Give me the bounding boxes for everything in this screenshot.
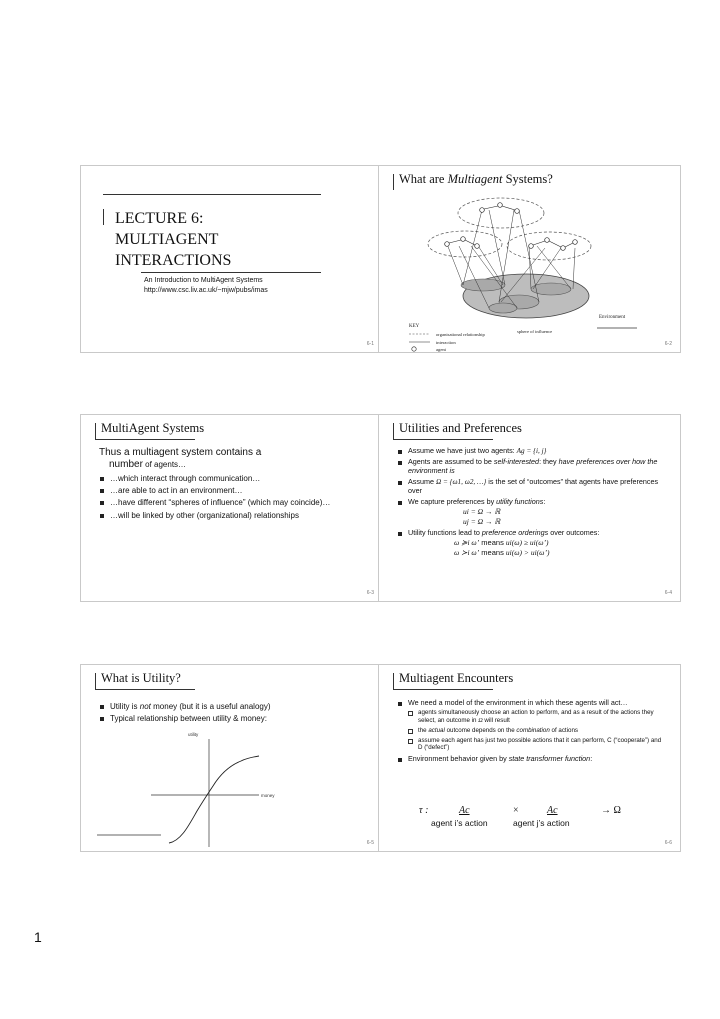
text: : they bbox=[539, 457, 559, 467]
agent-node bbox=[561, 246, 566, 251]
sub-bullet-list bbox=[408, 709, 662, 752]
list-item bbox=[397, 498, 669, 526]
list-item bbox=[397, 478, 669, 495]
list-item: Typical relationship between utility & money: bbox=[99, 714, 371, 723]
key-interaction-label: interaction bbox=[436, 340, 456, 345]
preference-ordering-weak bbox=[408, 538, 669, 548]
agent-node bbox=[480, 208, 485, 213]
slide-number: 6-4 bbox=[664, 590, 672, 596]
text: We capture preferences by bbox=[408, 497, 497, 507]
key-label: KEY bbox=[409, 324, 420, 329]
y-axis-label: utility bbox=[188, 732, 199, 737]
title-accent-bar bbox=[393, 673, 394, 689]
slide-2 bbox=[378, 165, 681, 353]
course-url[interactable]: http://www.csc.liv.ac.uk/~mjw/pubs/imas bbox=[144, 287, 268, 294]
text: Environment behavior given by bbox=[408, 754, 509, 764]
emphasis: not bbox=[139, 702, 151, 711]
list-item bbox=[397, 458, 669, 475]
agent-node bbox=[529, 244, 534, 249]
ac-set-j: Ac bbox=[547, 805, 558, 816]
text: over outcomes: bbox=[548, 528, 600, 538]
sub-list-item: assume each agent has just two possible actions that it can perform, C (“cooperate”) and D (“defect”) bbox=[408, 737, 662, 753]
sub-list-item bbox=[408, 727, 662, 735]
sphere-of-influence bbox=[461, 279, 505, 291]
text: We need a model of the environment in which these agents will act… bbox=[408, 698, 628, 707]
slide-number: 6-5 bbox=[366, 840, 374, 846]
multiagent-diagram bbox=[379, 166, 681, 353]
slide-title: MultiAgent Systems bbox=[101, 421, 205, 435]
title-rule bbox=[95, 439, 195, 440]
bullet-list bbox=[99, 447, 371, 523]
agent-node bbox=[461, 237, 466, 242]
title-accent-bar bbox=[95, 423, 96, 439]
utility-function-i: ui = Ω → ℝ bbox=[463, 506, 501, 516]
agent-node bbox=[475, 244, 480, 249]
ac-set-i: Ac bbox=[459, 805, 470, 816]
lecture-title-line-1: LECTURE 6: bbox=[115, 210, 204, 227]
lecture-title-line-3: INTERACTIONS bbox=[115, 252, 232, 269]
title-rule bbox=[393, 439, 493, 440]
utility-function-j: uj = Ω → ℝ bbox=[463, 516, 501, 526]
slide-3 bbox=[80, 414, 383, 602]
agent-group-right bbox=[507, 232, 591, 260]
title-accent-bar bbox=[103, 209, 104, 225]
agent-node bbox=[445, 242, 450, 247]
title-part: What are bbox=[399, 172, 448, 186]
title-part: Systems? bbox=[502, 172, 553, 186]
list-item: …which interact through communication… bbox=[99, 474, 371, 483]
text: outcome depends on the bbox=[444, 726, 517, 734]
environment-label: Environment bbox=[599, 315, 626, 320]
list-item bbox=[397, 447, 669, 455]
intro-text: Thus a multiagent system contains a bbox=[99, 447, 262, 458]
sphere-label: sphere of influence bbox=[517, 329, 553, 334]
agent-node bbox=[573, 240, 578, 245]
math: ui(ω) > ui(ω’) bbox=[505, 548, 550, 558]
state-transformer-formula bbox=[415, 805, 655, 833]
intro-emphasis: number bbox=[109, 458, 143, 470]
text: : bbox=[590, 754, 593, 764]
title-rule bbox=[103, 194, 321, 195]
list-item bbox=[397, 755, 662, 763]
math: ω ≻i ω’ bbox=[454, 548, 480, 558]
math: ω ≽i ω’ bbox=[454, 537, 480, 547]
text: Utility is bbox=[110, 702, 140, 711]
agent-node bbox=[515, 209, 520, 214]
text: Utility functions lead to bbox=[408, 528, 482, 538]
key-org-label: organisational relationship bbox=[436, 332, 485, 337]
lecture-title-line-2: MULTIAGENT bbox=[115, 231, 219, 248]
slide-title: What is Utility? bbox=[101, 671, 181, 685]
key-agent-label: agent bbox=[436, 347, 446, 352]
course-subtitle: An Introduction to MultiAgent Systems bbox=[144, 277, 263, 284]
label-agent-i-action: agent i’s action bbox=[431, 818, 488, 828]
slide-number: 6-1 bbox=[366, 341, 374, 347]
slide-4 bbox=[378, 414, 681, 602]
slide-1 bbox=[80, 165, 383, 353]
sphere-of-influence bbox=[489, 303, 517, 313]
bullet-list bbox=[397, 447, 669, 561]
agent-node bbox=[498, 203, 503, 208]
emphasis: state transformer function bbox=[508, 754, 591, 764]
math: Ω bbox=[478, 717, 483, 725]
agent-group-left bbox=[428, 231, 502, 257]
sub-list-item bbox=[408, 709, 662, 725]
slide-6 bbox=[378, 664, 681, 852]
list-item: …will be linked by other (organizational) relationships bbox=[99, 511, 371, 520]
text: of actions bbox=[549, 726, 578, 734]
page-number: 1 bbox=[34, 929, 42, 945]
bullet-list bbox=[397, 699, 662, 767]
agent-node bbox=[545, 238, 550, 243]
x-axis-label: money bbox=[261, 793, 275, 798]
emphasis: combination bbox=[516, 726, 550, 734]
agent-group-top bbox=[458, 198, 544, 228]
math: ui(ω) ≥ ui(ω’) bbox=[505, 537, 549, 547]
slide-title: Multiagent Encounters bbox=[399, 671, 514, 685]
utility-money-graph bbox=[81, 665, 383, 852]
slide-number: 6-6 bbox=[664, 840, 672, 846]
list-item bbox=[397, 529, 669, 558]
list-item bbox=[397, 699, 662, 752]
title-accent-bar bbox=[393, 423, 394, 439]
text: will result bbox=[482, 717, 510, 725]
emphasis: actual bbox=[428, 726, 445, 734]
agents-set: Ag = {i, j} bbox=[516, 447, 547, 455]
preference-ordering-strict bbox=[408, 548, 669, 558]
list-item: …have different “spheres of influence” (which may coincide)… bbox=[99, 498, 371, 507]
subtitle-rule bbox=[141, 272, 321, 273]
intro-text: of agents… bbox=[142, 459, 187, 469]
title-emphasis: Multiagent bbox=[447, 172, 503, 186]
slide-title: Utilities and Preferences bbox=[399, 421, 522, 435]
text: Assume bbox=[408, 477, 436, 487]
title-rule bbox=[393, 689, 493, 690]
list-item: …are able to act in an environment… bbox=[99, 486, 371, 495]
text: the bbox=[418, 726, 429, 734]
emphasis: preference orderings bbox=[481, 528, 549, 538]
lecture-title bbox=[115, 208, 231, 271]
slide-5 bbox=[80, 664, 383, 852]
text: is the set of “outcomes” that agents have preferences over bbox=[408, 477, 659, 495]
outcome-set: Ω = {ω1, ω2, …} bbox=[435, 478, 487, 487]
text: Assume we have just two agents: bbox=[408, 446, 517, 455]
emphasis: utility functions bbox=[496, 497, 544, 507]
text: means bbox=[479, 548, 506, 558]
text: money (but it is a useful analogy) bbox=[150, 702, 271, 711]
key-agent-sample bbox=[412, 347, 416, 351]
text: : bbox=[543, 497, 546, 507]
text: means bbox=[479, 537, 506, 547]
utility-curve bbox=[169, 756, 259, 843]
slide-number: 6-2 bbox=[664, 341, 672, 347]
text: Agents are assumed to be bbox=[408, 457, 494, 467]
slide-number: 6-3 bbox=[366, 590, 374, 596]
label-agent-j-action: agent j’s action bbox=[513, 818, 570, 828]
list-item bbox=[99, 447, 371, 471]
maps-to-outcomes: → Ω bbox=[601, 805, 621, 816]
text: agents simultaneously choose an action to perform, and as a result of the actions they select, an outcome in bbox=[418, 709, 654, 725]
emphasis: have preferences over how the environment is bbox=[408, 457, 658, 475]
tau-symbol: τ : bbox=[419, 805, 429, 816]
emphasis: self-interested bbox=[493, 457, 540, 467]
times-symbol: × bbox=[513, 805, 519, 816]
